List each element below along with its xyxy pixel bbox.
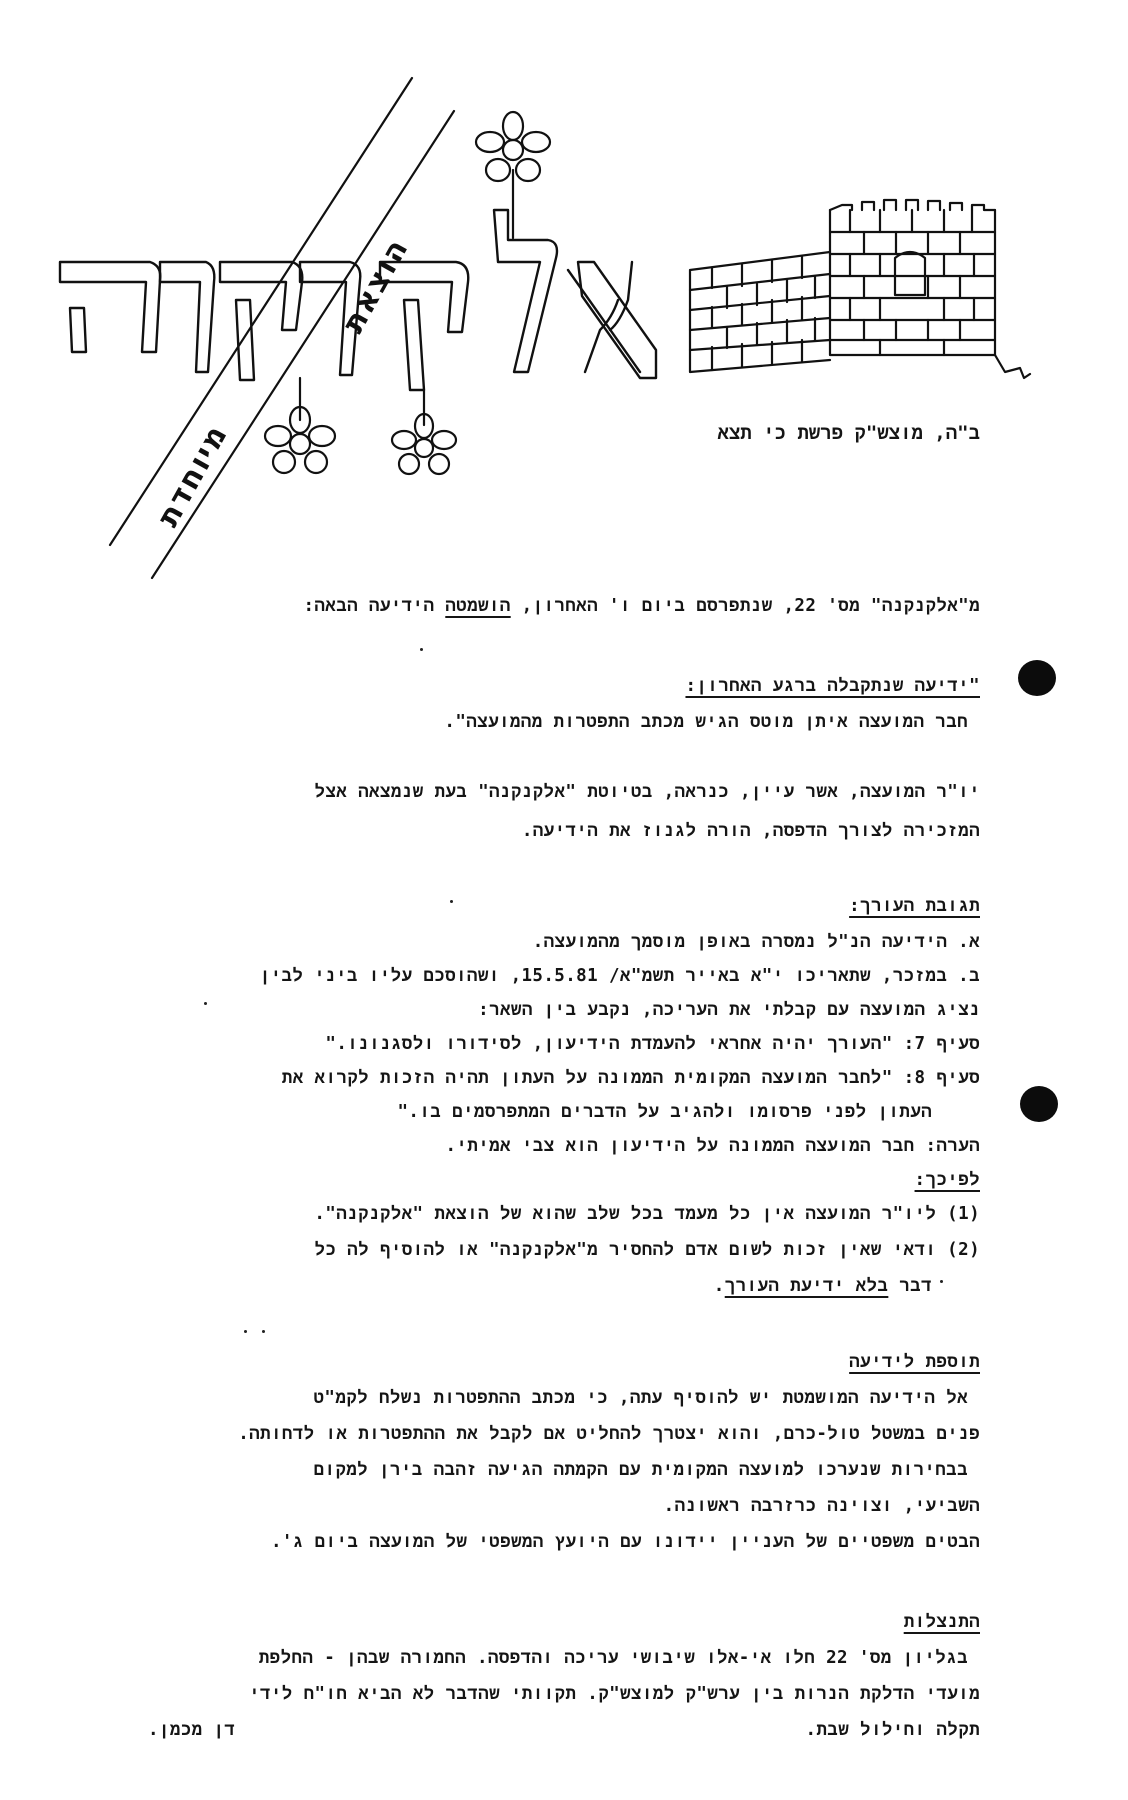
response-line: סעיף 7: "העורך יהיה אחראי להעמדת הידיעון, לסידורו ולסגנונו." bbox=[325, 1034, 980, 1054]
masthead bbox=[0, 0, 1128, 600]
chairman-line: יו"ר המועצה, אשר עיין, כנראה, בטיוטת "אלקנקנה" בעת שנמצאה אצל bbox=[314, 782, 980, 802]
flower-icon bbox=[392, 390, 456, 474]
apology-line: בגליון מס' 22 חלו אי-אלו שיבושי עריכה והדפסה. החמורה שבהן - החלפת bbox=[258, 1648, 968, 1668]
notice-body: חבר המועצה איתן מוטס הגיש מכתב התפטרות מהמועצה". bbox=[444, 712, 968, 732]
apology-heading: התנצלות bbox=[903, 1612, 980, 1632]
intro-text-before: מ"אלקנקנה" מס' 22, שנתפרסם ביום ו' האחרון, bbox=[510, 596, 980, 616]
intro-text-underlined: הושמטה bbox=[445, 596, 511, 616]
editor-response-heading: תגובת העורך: bbox=[849, 896, 980, 916]
publisher-label: הוצאת bbox=[335, 232, 417, 339]
conclusion-item-2-cont bbox=[714, 1276, 932, 1297]
addition-line: פנים במשטל טול-כרם, והוא יצטרך להחליט אם לקבל את ההתפטרות או לדחותה. bbox=[238, 1424, 980, 1444]
scan-speck bbox=[262, 1330, 265, 1333]
punch-hole bbox=[1018, 660, 1056, 696]
response-line: א. הידיעה הנ"ל נמסרה באופן מוסמך מהמועצה. bbox=[532, 932, 980, 952]
scan-speck bbox=[204, 1002, 207, 1005]
addition-line: אל הידיעה המושמטת יש להוסיף עתה, כי מכתב ההתפטרות נשלח לקמ"ט bbox=[313, 1388, 968, 1408]
addition-line: בבחירות שנערכו למועצה המקומית עם הקמתה הגיעה זהבה בירן למקום bbox=[313, 1460, 968, 1480]
conclusion-heading: לפיכך: bbox=[914, 1170, 980, 1190]
punch-hole bbox=[1020, 1086, 1058, 1122]
conclusion-item-2: (2) ודאי שאין זכות לשום אדם להחסיר מ"אלקנקנה" או להוסיף לה כל bbox=[314, 1240, 980, 1260]
scan-speck bbox=[420, 648, 423, 651]
conclusion-cont-underlined: בלא ידיעת העורך bbox=[724, 1276, 889, 1296]
response-line: נציג המועצה עם קבלתי את העריכה, נקבע בין השאר: bbox=[478, 1000, 980, 1020]
addition-line: הבטים משפטיים של העניין יידונו עם היועץ המשפטי של המועצה ביום ג'. bbox=[270, 1532, 980, 1552]
response-line: סעיף 8: "לחבר המועצה המקומית הממונה על העתון תהיה הזכות לקרוא את bbox=[281, 1068, 980, 1088]
conclusion-cont-after: . bbox=[713, 1276, 725, 1296]
addition-heading: תוספת לידיעה bbox=[849, 1352, 980, 1372]
intro-text-after: הידיעה הבאה: bbox=[303, 596, 446, 616]
scan-speck bbox=[940, 1280, 943, 1283]
response-line: העתון לפני פרסומו ולהגיב על הדברים המתפרסמים בו." bbox=[397, 1102, 932, 1122]
signature: דן מכמן. bbox=[148, 1720, 236, 1740]
intro-line bbox=[303, 596, 980, 617]
tower-wall-drawing bbox=[690, 200, 1030, 378]
scan-speck bbox=[450, 900, 453, 903]
notice-heading: "ידיעה שנתקבלה ברגע האחרון: bbox=[685, 676, 980, 696]
addition-line: השביעי, וצוינה כרזרבה ראשונה. bbox=[663, 1496, 980, 1516]
flower-icon bbox=[476, 112, 550, 238]
apology-line: מועדי הדלקת הנרות בין ערש"ק למוצש"ק. תקוותי שהדבר לא הביא חו"ח לידי bbox=[249, 1684, 980, 1704]
response-line: הערה: חבר המועצה הממונה על הידיעון הוא צבי אמיתי. bbox=[445, 1136, 980, 1156]
conclusion-cont-before: דבר bbox=[888, 1276, 932, 1296]
date-line: ב"ה, מוצש"ק פרשת כי תצא bbox=[717, 422, 980, 444]
chairman-line: המזכירה לצורך הדפסה, הורה לגנוז את הידיעה. bbox=[521, 821, 980, 841]
special-edition-label: מיוחדת bbox=[150, 418, 236, 533]
scan-speck bbox=[244, 1330, 247, 1333]
conclusion-item-1: (1) ליו"ר המועצה אין כל מעמד בכל שלב שהוא של הוצאת "אלקנקנה". bbox=[314, 1204, 980, 1224]
apology-line: תקלה וחילול שבת. bbox=[805, 1720, 980, 1740]
response-line: ב. במזכר, שתאריכו י"א באייר תשמ"א/ 15.5.81, ושהוסכם עליו ביני לבין bbox=[259, 966, 980, 986]
